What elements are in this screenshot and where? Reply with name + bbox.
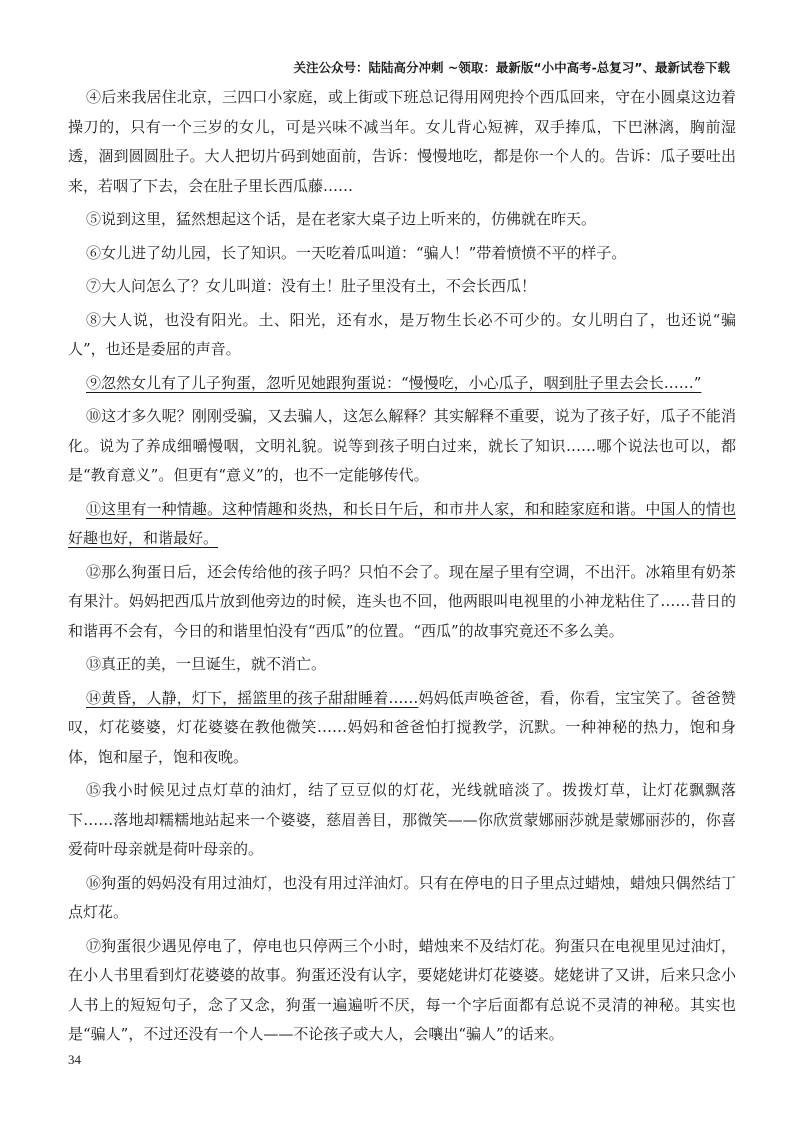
paragraph-text: 妈妈低声唤爸爸，看，你看，宝宝笑了。爸爸赞叹，灯花婆婆，灯花婆婆在教他微笑……妈妈和爸爸怕打搅教学，沉默。一种神秘的热力，饱和身体，饱和屋子，饱和夜晚。 [68, 688, 736, 766]
paragraph-text: 大人说，也没有阳光。土、阳光，还有水，是万物生长必不可少的。女儿明白了，也还说“骗人”，也还是委屈的声音。 [68, 310, 736, 358]
paragraph-marker: ⑨ [86, 373, 102, 392]
paragraph-15 [68, 776, 736, 865]
paragraph-14 [68, 684, 736, 773]
paragraph-marker: ⑤ [86, 210, 102, 228]
paragraph-marker: ⑪ [86, 499, 102, 518]
paragraph-text: 这才多久呢？刚刚受骗，又去骗人，这怎么解释？其实解释不重要，说为了孩子好，瓜子不能消化。说为了养成细嚼慢咽，文明礼貌。说等到孩子明白过来，就长了知识……哪个说法也可以，都是“教育意义”。但更有“意义”的，也不一定能够传代。 [68, 407, 736, 484]
paragraph-marker: ⑰ [86, 936, 102, 955]
paragraph-13 [68, 650, 736, 680]
paragraph-17 [68, 932, 736, 1050]
paragraph-text: 后来我居住北京，三四口小家庭，或上街或下班总记得用网兜拎个西瓜回来，守在小圆桌这边着操刀的，只有一个三岁的女儿，可是兴味不减当年。女儿背心短裤，双手捧瓜，下巴淋漓，胸前湿透，涸到圆圆肚子。大人把切片码到她面前，告诉：慢慢地吃，都是你一个人的。告诉：瓜子要吐出来，若咽了下去，会在肚子里长西瓜藤…… [68, 88, 736, 195]
paragraph-11 [68, 495, 736, 554]
paragraph-4 [68, 83, 736, 201]
paragraph-text: 真正的美，一旦诞生，就不消亡。 [101, 655, 327, 673]
page-number: 34 [68, 1052, 81, 1067]
paragraph-marker: ⑬ [86, 655, 102, 673]
underlined-paragraph-text: 忽然女儿有了儿子狗蛋，忽听见她跟狗蛋说：“慢慢吃，小心瓜子，咽到肚子里去会长……” [101, 373, 702, 392]
article-body [68, 83, 736, 1054]
paragraph-marker: ⑮ [86, 781, 102, 799]
paragraph-text: 狗蛋的妈妈没有用过油灯，也没有用过洋油灯。只有在停电的日子里点过蜡烛，蜡烛只偶然结丁点灯花。 [68, 873, 736, 921]
paragraph-8 [68, 306, 736, 365]
paragraph-marker: ⑥ [86, 243, 102, 262]
paragraph-text: 我小时候见过点灯草的油灯，结了豆豆似的灯花，光线就暗淡了。拨拨灯草，让灯花飘飘落下……落地却糯糯地站起来一个婆婆，慈眉善目，那微笑——你欣赏蒙娜丽莎就是蒙娜丽莎的，你喜爱荷叶母亲就是荷叶母亲的。 [68, 781, 736, 858]
paragraph-9 [68, 369, 736, 399]
paragraph-marker: ⑭ [86, 688, 102, 707]
paragraph-5 [68, 205, 736, 235]
paragraph-text: 女儿进了幼儿园，长了知识。一天吃着瓜叫道：“骗人！”带着愤愤不平的样子。 [101, 243, 627, 262]
paragraph-marker: ⑦ [86, 277, 102, 295]
paragraph-16 [68, 869, 736, 928]
paragraph-12 [68, 558, 736, 647]
paragraph-10 [68, 402, 736, 491]
underlined-sentence: 黄昏，人静，灯下，摇篮里的孩子甜甜睡着…… [101, 688, 419, 707]
paragraph-6 [68, 239, 736, 269]
paragraph-marker: ⑧ [86, 310, 102, 329]
paragraph-marker: ⑯ [86, 873, 102, 892]
underlined-paragraph-text: 这里有一种情趣。这种情趣和炎热，和长日午后，和市井人家，和和睦家庭和谐。中国人的情也好趣也好，和谐最好。 [68, 499, 736, 547]
paragraph-marker: ④ [86, 88, 102, 106]
paragraph-7 [68, 272, 736, 302]
paragraph-text: 那么狗蛋日后，还会传给他的孩子吗？只怕不会了。现在屋子里有空调，不出汗。冰箱里有奶茶有果汁。妈妈把西瓜片放到他旁边的时候，连头也不回，他两眼叫电视里的小神龙粘住了……昔日的和谐再不会有，今日的和谐里怕没有“西瓜”的位置。“西瓜”的故事究竟还不多么美。 [68, 562, 736, 640]
paragraph-marker: ⑫ [86, 562, 102, 581]
paragraph-text: 说到这里，猛然想起这个话，是在老家大桌子边上听来的，仿佛就在昨天。 [101, 210, 597, 228]
page-header: 关注公众号：陆陆高分冲刺 ~领取：最新版“小中高考-总复习”、最新试卷下载 [293, 60, 730, 75]
paragraph-text: 狗蛋很少遇见停电了，停电也只停两三个小时，蜡烛来不及结灯花。狗蛋只在电视里见过油灯，在小人书里看到灯花婆婆的故事。狗蛋还没有认字，要姥姥讲灯花婆婆。姥姥讲了又讲，后来只念小人书上的短短句子，念了又念，狗蛋一遍遍听不厌，每一个字后面都有总说不灵清的神秘。其实也是“骗人”，不过还没有一个人——不论孩子或大人，会嚷出“骗人”的话来。 [68, 936, 736, 1043]
paragraph-marker: ⑩ [86, 407, 102, 425]
paragraph-text: 大人问怎么了？女儿叫道：没有土！肚子里没有土，不会长西瓜！ [101, 277, 537, 295]
